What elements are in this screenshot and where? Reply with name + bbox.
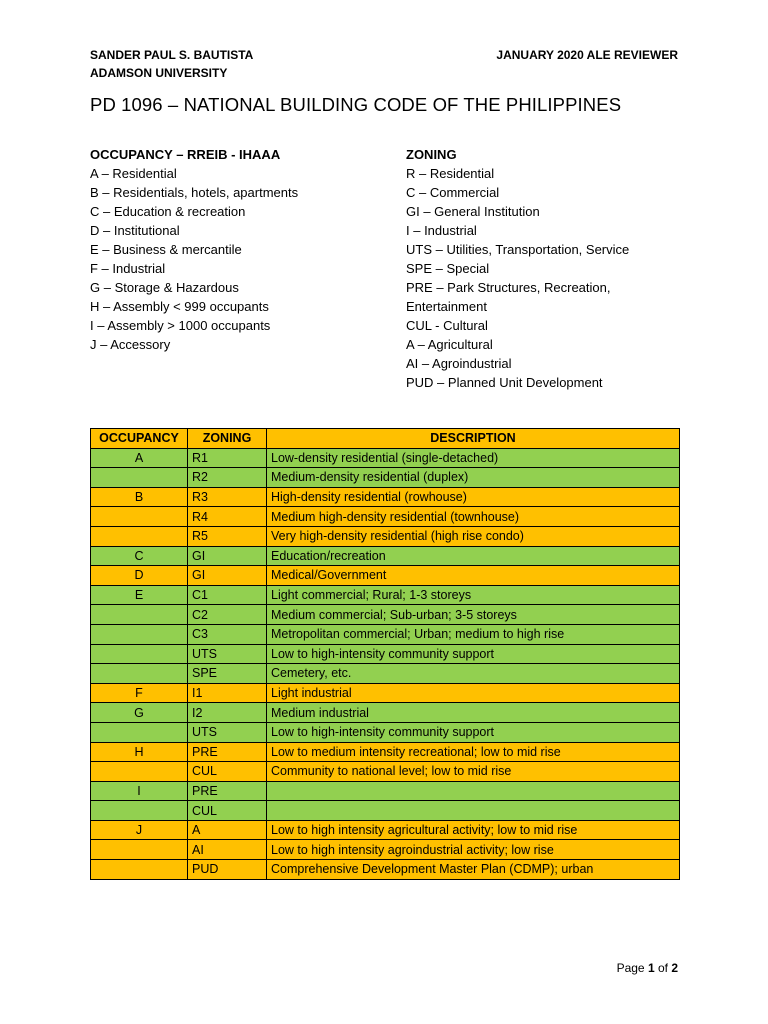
page-current: 1 [647,961,655,975]
occupancy-cell [91,664,188,684]
table-row [91,546,680,566]
list-item: C – Commercial [406,185,500,200]
description-cell: Medium-density residential (duplex) [267,468,680,488]
occupancy-cell [91,526,188,546]
list-item: G – Storage & Hazardous [90,280,239,295]
table-row [91,585,680,605]
list-item: J – Accessory [90,337,171,352]
zoning-cell: I1 [188,683,267,703]
table-row [91,664,680,684]
list-item: E – Business & mercantile [90,242,242,257]
page-total: 2 [671,961,678,975]
occupancy-cell [91,507,188,527]
occupancy-cell: I [91,781,188,801]
zoning-cell: PRE [188,742,267,762]
description-cell: Low to high-intensity community support [267,644,680,664]
zoning-cell: R4 [188,507,267,527]
table-row [91,448,680,468]
header-left [90,46,253,82]
zoning-cell: PRE [188,781,267,801]
table-row [91,624,680,644]
occupancy-cell [91,762,188,782]
description-cell: Medical/Government [267,566,680,586]
description-cell: Medium high-density residential (townhouse) [267,507,680,527]
occupancy-cell [91,624,188,644]
author-name: SANDER PAUL S. BAUTISTA [90,48,254,62]
list-item: B – Residentials, hotels, apartments [90,185,299,200]
zoning-cell: CUL [188,801,267,821]
table-header-row [91,429,680,449]
table-row [91,683,680,703]
page-label: Page [616,961,648,975]
description-cell: Metropolitan commercial; Urban; medium to high rise [267,624,680,644]
list-item: I – Industrial [406,223,477,238]
zoning-cell: C1 [188,585,267,605]
occupancy-cell: B [91,487,188,507]
zoning-cell: R3 [188,487,267,507]
description-cell: Medium industrial [267,703,680,723]
table-row [91,781,680,801]
description-cell: Community to national level; low to mid rise [267,762,680,782]
column-header-zoning: ZONING [188,429,267,449]
zoning-cell: PUD [188,860,267,880]
zoning-cell: C3 [188,624,267,644]
occupancy-cell: J [91,820,188,840]
zoning-cell: R2 [188,468,267,488]
zoning-cell: UTS [188,722,267,742]
zoning-cell: I2 [188,703,267,723]
zoning-cell: C2 [188,605,267,625]
occupancy-cell [91,468,188,488]
occupancy-cell [91,840,188,860]
list-item: A – Residential [90,166,177,181]
zoning-cell: SPE [188,664,267,684]
table-row [91,468,680,488]
list-item: GI – General Institution [406,204,540,219]
description-cell: Education/recreation [267,546,680,566]
list-item: SPE – Special [406,261,490,276]
zoning-cell: CUL [188,762,267,782]
table-row [91,526,680,546]
page-number [617,961,678,975]
zoning-cell: GI [188,566,267,586]
zoning-cell: R5 [188,526,267,546]
list-item: UTS – Utilities, Transportation, Service [406,242,630,257]
list-item: C – Education & recreation [90,204,246,219]
page-of-label: of [654,961,672,975]
list-item: PRE – Park Structures, Recreation, Entertainment [406,280,611,314]
occupancy-cell: G [91,703,188,723]
table-row [91,644,680,664]
occupancy-heading: OCCUPANCY – RREIB - IHAAA [90,147,281,162]
description-cell: Low to medium intensity recreational; low to mid rise [267,742,680,762]
table-row [91,820,680,840]
occupancy-cell: H [91,742,188,762]
table-row [91,507,680,527]
zoning-cell: R1 [188,448,267,468]
header-right [496,46,678,64]
column-header-occupancy: OCCUPANCY [91,429,188,449]
zoning-list [406,145,686,392]
table-row [91,762,680,782]
occupancy-cell: F [91,683,188,703]
table-body [91,448,680,879]
list-item: H – Assembly < 999 occupants [90,299,269,314]
list-item: D – Institutional [90,223,180,238]
occupancy-cell [91,801,188,821]
table-row [91,722,680,742]
zoning-heading: ZONING [406,147,457,162]
table-row [91,605,680,625]
list-item: PUD – Planned Unit Development [406,375,603,390]
school-name: ADAMSON UNIVERSITY [90,66,228,80]
table-row [91,840,680,860]
zoning-cell: A [188,820,267,840]
description-cell: Light industrial [267,683,680,703]
list-item: F – Industrial [90,261,166,276]
occupancy-cell [91,860,188,880]
column-header-description: DESCRIPTION [267,429,680,449]
occupancy-cell: E [91,585,188,605]
description-cell [267,781,680,801]
table-row [91,801,680,821]
list-item: CUL - Cultural [406,318,488,333]
description-cell [267,801,680,821]
table-row [91,860,680,880]
table-row [91,703,680,723]
occupancy-cell: C [91,546,188,566]
reviewer-label: JANUARY 2020 ALE REVIEWER [496,48,678,62]
occupancy-cell [91,644,188,664]
occupancy-cell: A [91,448,188,468]
occupancy-list [90,145,390,354]
description-cell: Light commercial; Rural; 1-3 storeys [267,585,680,605]
zoning-cell: AI [188,840,267,860]
list-item: A – Agricultural [406,337,493,352]
description-cell: Low-density residential (single-detached) [267,448,680,468]
occupancy-cell [91,605,188,625]
table-row [91,742,680,762]
description-cell: Low to high intensity agricultural activity; low to mid rise [267,820,680,840]
zoning-cell: GI [188,546,267,566]
table-row [91,487,680,507]
description-cell: Low to high-intensity community support [267,722,680,742]
description-cell: Medium commercial; Sub-urban; 3-5 storeys [267,605,680,625]
occupancy-cell [91,722,188,742]
description-cell: Low to high intensity agroindustrial activity; low rise [267,840,680,860]
table-row [91,566,680,586]
description-cell: Comprehensive Development Master Plan (CDMP); urban [267,860,680,880]
zoning-cell: UTS [188,644,267,664]
list-item: R – Residential [406,166,495,181]
description-cell: High-density residential (rowhouse) [267,487,680,507]
description-cell: Very high-density residential (high rise condo) [267,526,680,546]
list-item: I – Assembly > 1000 occupants [90,318,271,333]
zoning-table [90,428,680,880]
occupancy-cell: D [91,566,188,586]
list-item: AI – Agroindustrial [406,356,512,371]
description-cell: Cemetery, etc. [267,664,680,684]
page-title: PD 1096 – NATIONAL BUILDING CODE OF THE PHILIPPINES [90,94,622,115]
